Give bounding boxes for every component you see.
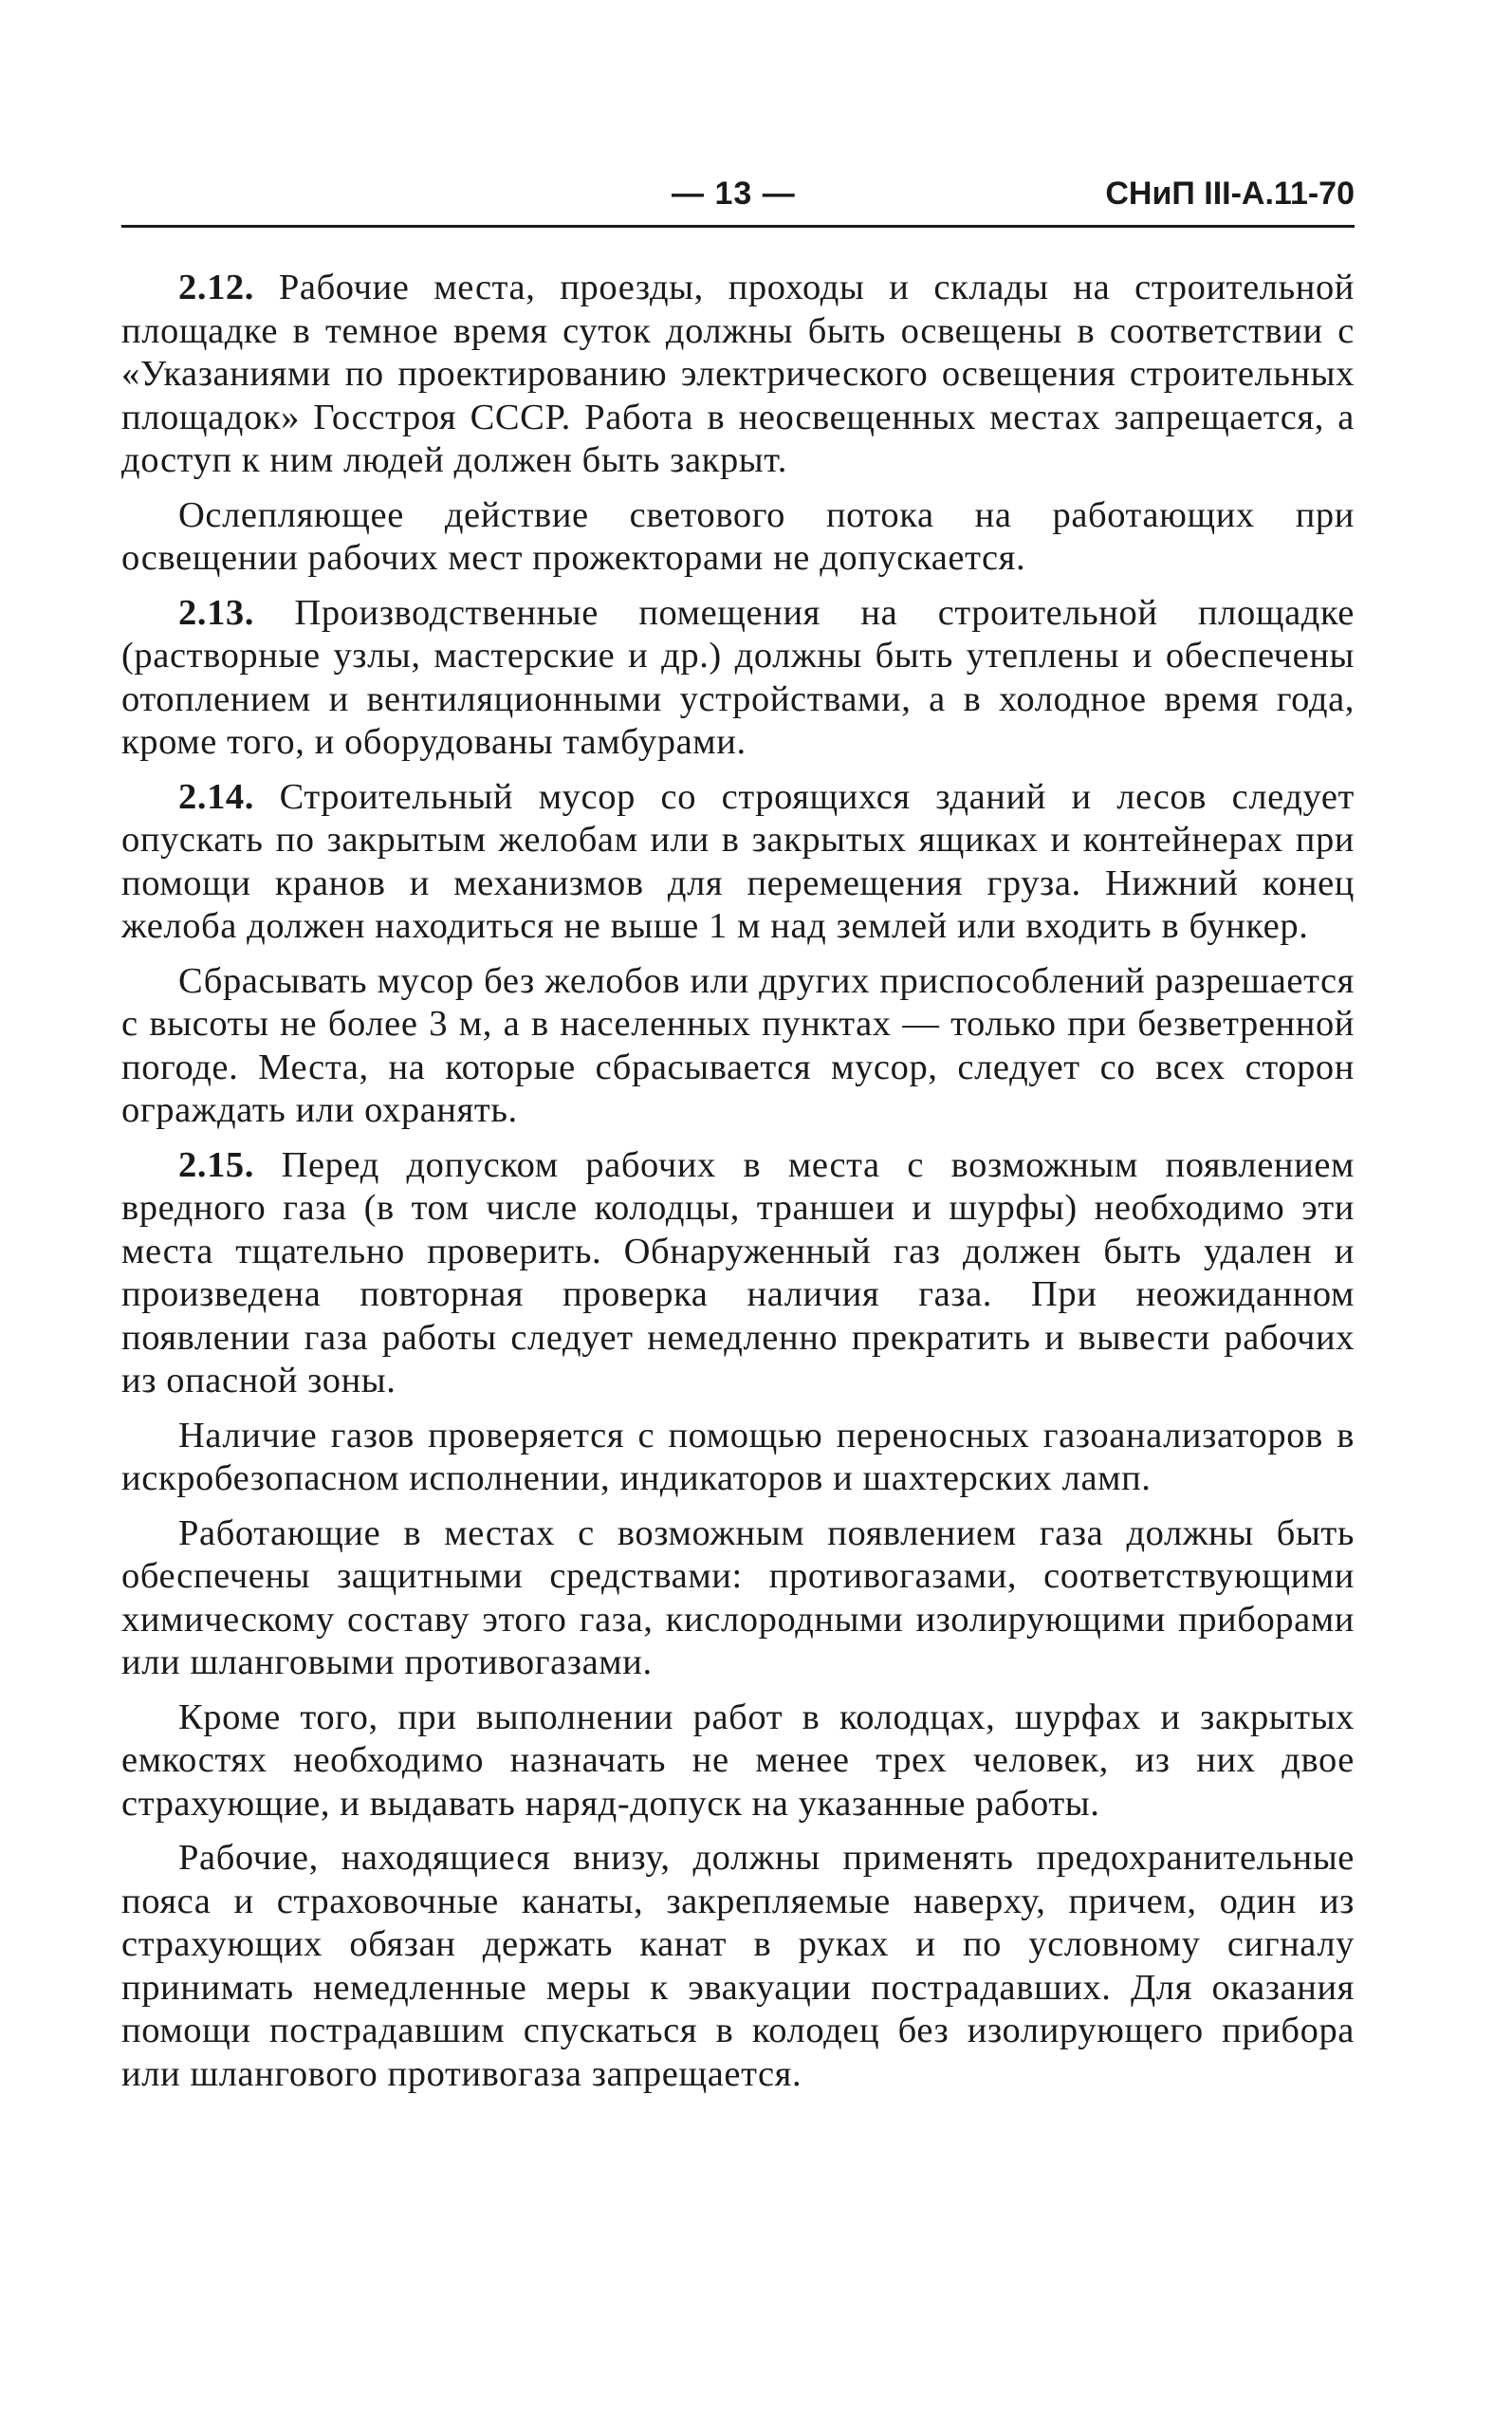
paragraph-text: Строительный мусор со строящихся зданий и лесов следует опускать по закрытым желобам или в закрытых ящиках и контейнерах при помощи кранов и механизмов для перемещения груза. Нижний конец желоба должен находиться не выше 1 м над землей или входить в бункер. bbox=[121, 776, 1355, 946]
paragraph-2-12 bbox=[121, 267, 1355, 483]
paragraph-text: Перед допуском рабочих в места с возможным появлением вредного газа (в том числе колодцы, траншеи и шурфы) необходимо эти места тщательно проверить. Обнаруженный газ должен быть удален и произведена повторная проверка наличия газа. При неожиданном появлении газа работы следует немедленно прекратить и вывести рабочих из опасной зоны. bbox=[121, 1144, 1355, 1400]
paragraph-text: Ослепляющее действие светового потока на работающих при освещении рабочих мест прожекторами не допускается. bbox=[121, 494, 1355, 578]
paragraph-text: Производственные помещения на строительной площадке (растворные узлы, мастерские и др.) должны быть утеплены и обеспечены отоплением и вентиляционными устройствами, а в холодное время года, кроме того, и оборудованы тамбурами. bbox=[121, 592, 1355, 762]
paragraph-2-13 bbox=[121, 592, 1355, 765]
document-code: СНиП III-А.11-70 bbox=[1105, 176, 1355, 212]
paragraph-text: Работающие в местах с возможным появлением газа должны быть обеспечены защитными средствами: противогазами, соответствующими химическому составу этого газа, кислородными изолирующими приборами или шланговыми противогазами. bbox=[121, 1512, 1355, 1682]
paragraph-2-15-safety-gear bbox=[121, 1837, 1355, 2096]
paragraph-2-15-protection bbox=[121, 1512, 1355, 1685]
body-text bbox=[121, 267, 1355, 2096]
section-number: 2.13. bbox=[178, 592, 254, 633]
page-header bbox=[121, 176, 1355, 232]
paragraph-2-15-crew bbox=[121, 1696, 1355, 1826]
section-number: 2.12. bbox=[178, 268, 254, 307]
header-rule bbox=[121, 225, 1355, 228]
section-number: 2.14. bbox=[178, 776, 254, 817]
paragraph-2-15-gas-check bbox=[121, 1415, 1355, 1501]
section-number: 2.15. bbox=[178, 1144, 254, 1185]
paragraph-2-15 bbox=[121, 1144, 1355, 1403]
paragraph-text: Сбрасывать мусор без желобов или других приспособлений разрешается с высоты не более 3 м, а в населенных пунктах — только при безветренной погоде. Места, на которые сбрасывается мусор, следует со всех сторон ограждать или охранять. bbox=[121, 960, 1355, 1130]
paragraph-text: Рабочие места, проезды, проходы и склады на строительной площадке в темное время суток должны быть освещены в соответствии с «Указаниями по проектированию электрического освещения строительных площадок» Госстроя СССР. Работа в неосвещенных местах запрещается, а доступ к ним людей должен быть закрыт. bbox=[121, 268, 1355, 480]
document-page bbox=[121, 176, 1355, 2107]
paragraph-2-14-cont bbox=[121, 960, 1355, 1133]
paragraph-text: Рабочие, находящиеся внизу, должны применять предохранительные пояса и страховочные канаты, закрепляемые наверху, причем, один из страхующих обязан держать канат в руках и по условному сигналу принимать немедленные меры к эвакуации пострадавших. Для оказания помощи пострадавшим спускаться в колодец без изолирующего прибора или шлангового противогаза запрещается. bbox=[121, 1838, 1355, 2094]
paragraph-2-12-cont bbox=[121, 494, 1355, 581]
paragraph-text: Кроме того, при выполнении работ в колодцах, шурфах и закрытых емкостях необходимо назначать не менее трех человек, из них двое страхующие, и выдавать наряд-допуск на указанные работы. bbox=[121, 1696, 1355, 1824]
paragraph-2-14 bbox=[121, 776, 1355, 949]
page-number: — 13 — bbox=[672, 176, 796, 212]
paragraph-text: Наличие газов проверяется с помощью переносных газоанализаторов в искробезопасном исполнении, индикаторов и шахтерских ламп. bbox=[121, 1415, 1355, 1498]
